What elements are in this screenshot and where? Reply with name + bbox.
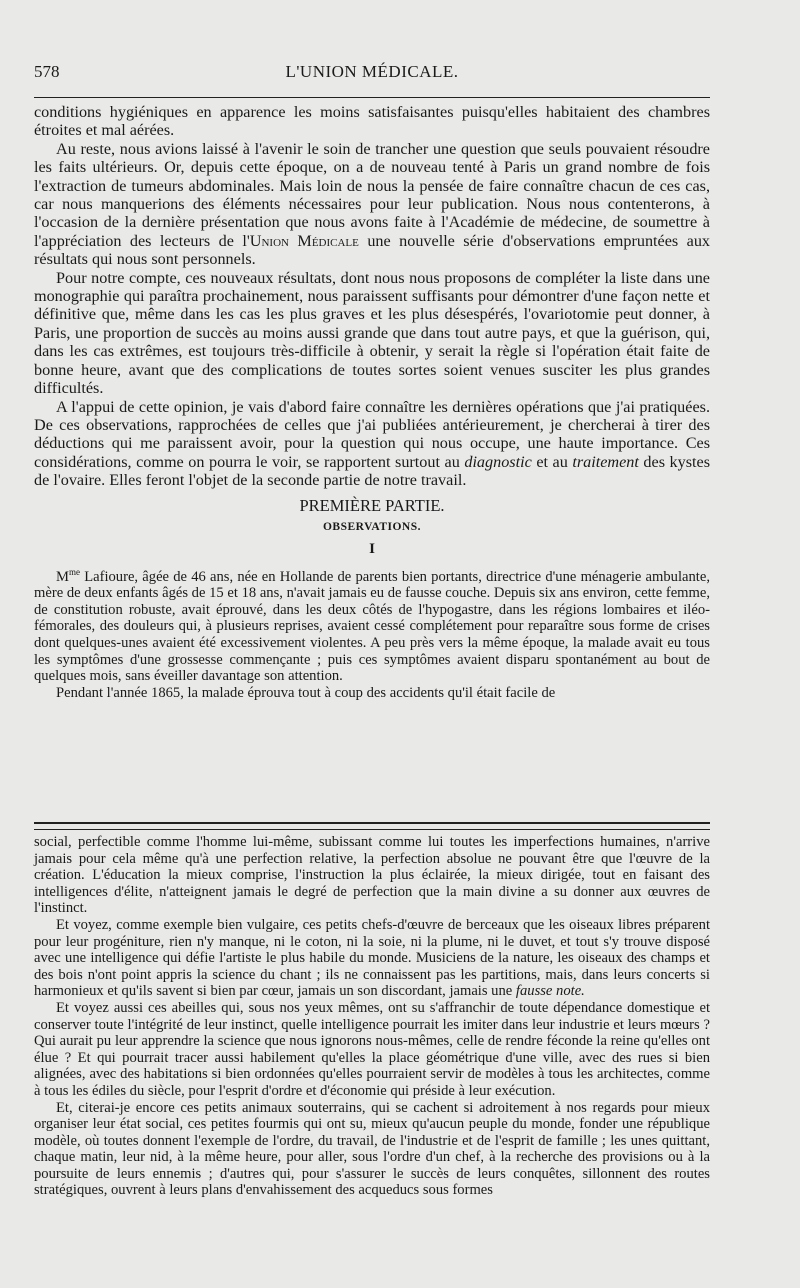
page-number: 578 <box>34 62 60 81</box>
paragraph: Et voyez aussi ces abeilles qui, sous nos yeux mêmes, ont su s'affranchir de toute dépendance domestique et conserver toute l'intégrité de leur instinct, quelle intelligence pourrait les imiter dans leur industrie et leurs mœurs ? Qui aurait pu leur apprendre la science que nous ignorons nous-mêmes, celle de rendre féconde la reine qu'elles ont élue ? Et qui pourrait tracer aussi habilement qu'elles la place géométrique d'une ville, avec des rues si bien alignées, avec des habitations si bien ordonnées qu'elles pourraient servir de modèles à tous les architectes, comme à tous les édiles du siècle, pour l'esprit d'ordre et d'économie qui préside à leur exécution. <box>34 999 710 1099</box>
paragraph <box>34 140 710 269</box>
superscript: me <box>68 566 80 577</box>
paragraph: conditions hygiéniques en apparence les moins satisfaisantes puisqu'elles habitaient des chambres étroites et mal aérées. <box>34 103 710 140</box>
header-rule <box>34 97 710 98</box>
text-run: Et voyez, comme exemple bien vulgaire, ces petits chefs-d'œuvre de berceaux que les oiseaux libres préparent pour leur progéniture, rien n'y manque, ni le coton, ni la soie, ni la plume, ni le duvet, et tout s'y trouve disposé avec une intelligence qui défie l'artiste le plus habile du monde. Musiciens de la nature, les oiseaux des champs et des bois n'ont point appris la science du chant ; ils ne connaissent pas les partitions, mais, dans leurs concerts si harmonieux et qu'ils savent si bien par cœur, jamais un son discordant, jamais une <box>34 916 710 1000</box>
page-header <box>34 62 710 86</box>
text-run: Au reste, nous avions laissé à l'avenir le soin de trancher une question que seuls pouvaient résoudre les faits ultérieurs. Or, depuis cette époque, on a de nouveau tenté à Paris un grand nombre de fois l'extraction de tumeurs abdominales. Mais loin de nous la pensée de faire connaître chacun de ces cas, car nous manquerions des éléments nécessaires pour leur publication. Nous nous contenterons, à l'occasion de la dernière présentation que nous avons faite à l'Académie de médecine, de soumettre à l'appréciation des lecteurs de l' <box>34 139 710 250</box>
main-article <box>34 103 710 701</box>
section-subtitle: OBSERVATIONS. <box>322 520 422 533</box>
paragraph: Et, citerai-je encore ces petits animaux souterrains, qui se cachent si adroitement à nos regards pour mieux organiser leur état social, ces petites fourmis qui ont su, mieux qu'aucun peuple du monde, fonder une république modèle, où toutes donnent l'exemple de l'ordre, du travail, de l'industrie et de l'esprit de famille ; les unes quittant, chaque matin, leur nid, à la même heure, pour aller, sous l'ordre d'un chef, à la recherche des provisions ou à la poursuite de leurs ennemis ; d'autres qui, pour s'assurer le succès de leurs conquêtes, sillonnent des routes stratégiques, ouvrent à leurs plans d'envahissement des acqueducs sous formes <box>34 1099 710 1199</box>
text-run: Lafioure, âgée de 46 ans, née en Hollande de parents bien portants, directrice d'une ménagerie ambulante, mère de deux enfants âgés de 15 et 18 ans, n'avait jamais eu de fausse couche. Depuis six ans environ, cette femme, de constitution robuste, avait éprouvé, dans les deux côtés de l'hypogastre, dans les régions lombaires et iléo-fémorales, des douleurs qui, à plusieurs reprises, avaient cessé complétement pour reparaître sous forme de crises dont quelques-unes avaient été excessivement violentes. A peu près vers la même époque, la malade avait eu tous les symptômes d'une grossesse commençante ; puis ces symptômes avaient disparu spontanément au bout de quelques mois, sans éveiller davantage son attention. <box>34 568 710 685</box>
journal-name: Union Médicale <box>249 231 359 250</box>
text-run: M <box>56 568 69 585</box>
feuilleton-text <box>34 834 710 1199</box>
feuilleton-separator <box>34 822 710 830</box>
journal-title: L'UNION MÉDICALE. <box>285 62 459 81</box>
paragraph: social, perfectible comme l'homme lui-même, subissant comme lui toutes les imperfections humaines, n'arrive jamais pour cela même qu'à une perfection relative, la perfection absolue ne pouvant être que l'œuvre de la création. L'éducation la mieux comprise, l'instruction la plus éclairée, la mieux dirigée, tout en faisant des intelligences d'élite, n'atteignent jamais le degré de perfection que la main divine a su donner aux œuvres de l'instinct. <box>34 834 710 917</box>
paragraph: Pour notre compte, ces nouveaux résultats, dont nous nous proposons de compléter la liste dans une monographie qui paraîtra prochainement, nous paraissent suffisants pour démontrer d'une façon nette et définitive que, même dans les cas les plus graves et les plus désespérés, l'ovariotomie peut donner, à Paris, une proportion de succès au moins aussi grande que dans tout autre pays, et que la guérison, qui, dans les cas extrêmes, est toujours très-difficile à obtenir, y serait la règle si l'opération était faite de bonne heure, avant que des complications de toutes sortes soient venues susciter les plus grandes difficultés. <box>34 268 710 398</box>
paragraph <box>34 917 710 1000</box>
text-run: A l'appui de cette opinion, je vais d'abord faire connaître les dernières opérations que j'ai pratiquées. De ces observations, rapprochées de celles que j'ai publiées antérieurement, je chercherai à tirer des déductions qui me paraissent avoir, pour la question qui nous occupe, une haute importance. Ces considérations, comme on pourra le voir, se rapportent surtout au <box>34 397 710 471</box>
italic-term: diagnostic <box>464 452 532 471</box>
paragraph <box>34 564 710 685</box>
observation-text <box>34 564 710 702</box>
italic-term: fausse note. <box>515 983 585 1000</box>
part-title: PREMIÈRE PARTIE. <box>299 495 445 515</box>
italic-term: traitement <box>572 452 639 471</box>
paragraph: Pendant l'année 1865, la malade éprouva tout à coup des accidents qu'il était facile de <box>56 684 556 701</box>
text-run: une nouvelle série d'observations empruntées aux résultats qui nous sont personnels. <box>34 231 711 269</box>
observation-number: I <box>369 541 375 558</box>
text-run: et au <box>531 452 573 471</box>
text-run: des kystes de l'ovaire. Elles feront l'objet de la seconde partie de notre travail. <box>34 452 711 490</box>
paragraph <box>34 398 710 490</box>
